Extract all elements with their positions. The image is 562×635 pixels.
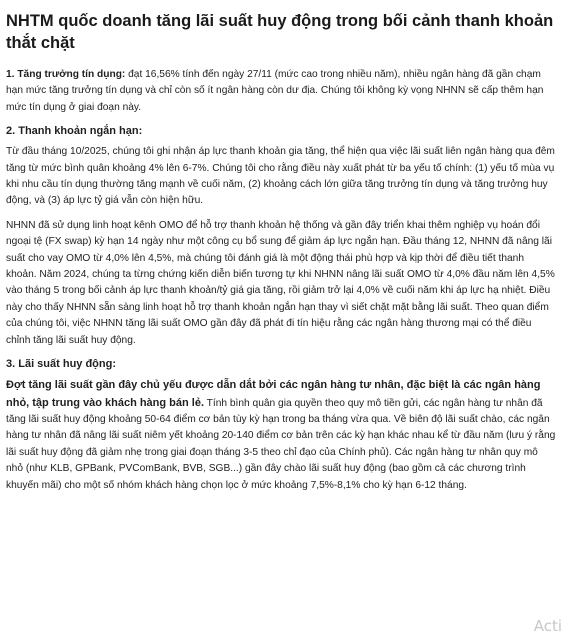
section-2-paragraph-2: NHNN đã sử dụng linh hoạt kênh OMO để hỗ trợ thanh khoản hệ thống và gần đây triển khai thêm nghiệp vụ hoán đổi ngoại tệ (FX swap) kỳ hạn 14 ngày như một công cụ bổ sung để giảm áp lực ngắn hạn. Đầu tháng 12, NHNN đã nâng lãi suất cho vay OMO từ 4,0% lên 4,5%, mà chúng tôi đánh giá là một động thái phù hợp và kịp thời để điều tiết thanh khoản. Năm 2024, chúng ta từng chứng kiến diễn biến tương tự khi NHNN nâng lãi suất OMO từ 4,0% đầu năm lên 4,5% vào tháng 5 trong bối cảnh áp lực thanh khoản/tỷ giá gia tăng, rồi giảm trở lại 4,0% về cuối năm khi áp lực hạ nhiệt. Điều này cho thấy NHNN sẵn sàng linh hoạt hỗ trợ thanh khoản ngắn hạn thay vì siết chặt mặt bằng lãi suất. Theo quan điểm của chúng tôi, việc NHNN tăng lãi suất OMO gần đây đã phát đi tín hiệu rằng các ngân hàng thương mại có thể điều chỉnh tăng lãi suất huy động. bbox=[6, 219, 555, 346]
section-3-paragraph bbox=[6, 377, 556, 494]
section-3-text: Tính bình quân gia quyền theo quy mô tiền gửi, các ngân hàng tư nhân đã tăng lãi suất huy động khoảng 50-64 điểm cơ bản tùy kỳ hạn trong ba tháng vừa qua. Về biên độ lãi suất chào, các ngân hàng tư nhân đã nâng lãi suất niêm yết khoảng 20-140 điểm cơ bản trên các kỳ hạn khác nhau kể từ đầu năm (lưu ý rằng lãi suất huy động đã giảm nhẹ trong giai đoạn tháng 3-5 theo chỉ đạo của Chính phủ). Các ngân hàng tư nhân quy mô nhỏ (như KLB, GPBank, PVComBank, BVB, SGB...) gần đây chào lãi suất huy động (bao gồm cả các chương trình khuyến mãi) cho một số nhóm khách hàng chọn lọc ở mức khoảng 7,5%-8,1% cho kỳ hạn 6-12 tháng. bbox=[6, 397, 556, 491]
section-2-heading: 2. Thanh khoản ngắn hạn: bbox=[6, 125, 143, 138]
section-3-lead: Đợt tăng lãi suất gần đây chủ yếu được dẫn dắt bởi các ngân hàng tư nhân, đặc biệt là các ngân hàng nhỏ, tập trung vào khách hàng bán lẻ. bbox=[6, 379, 541, 409]
article-title: NHTM quốc doanh tăng lãi suất huy động trong bối cảnh thanh khoản thắt chặt bbox=[6, 12, 554, 52]
section-1-paragraph bbox=[6, 67, 556, 116]
section-1-heading: 1. Tăng trưởng tín dụng: bbox=[6, 69, 126, 80]
section-1-text: đạt 16,56% tính đến ngày 27/11 (mức cao trong nhiều năm), nhiều ngân hàng đã gần chạm hạn mức tăng trưởng tín dụng và chỉ còn số ít ngân hàng còn dư địa. Chúng tôi không kỳ vọng NHNN sẽ cấp thêm hạn mức tín dụng ở giai đoạn này. bbox=[6, 69, 544, 113]
section-2-paragraph-1: Từ đầu tháng 10/2025, chúng tôi ghi nhận áp lực thanh khoản gia tăng, thể hiện qua việc lãi suất liên ngân hàng qua đêm tăng từ mức bình quân khoảng 4% lên 6-7%. Chúng tôi cho rằng điều này xuất phát từ ba yếu tố chính: (1) yếu tố mùa vụ khi nhu cầu tín dụng thường tăng mạnh về cuối năm, (2) khoảng cách lớn giữa tăng trưởng tín dụng và tăng trưởng huy động, và (3) áp lực tỷ giá vẫn còn hiện hữu. bbox=[6, 146, 555, 207]
section-3-heading: 3. Lãi suất huy động: bbox=[6, 358, 117, 371]
activation-watermark: Acti bbox=[533, 617, 562, 635]
